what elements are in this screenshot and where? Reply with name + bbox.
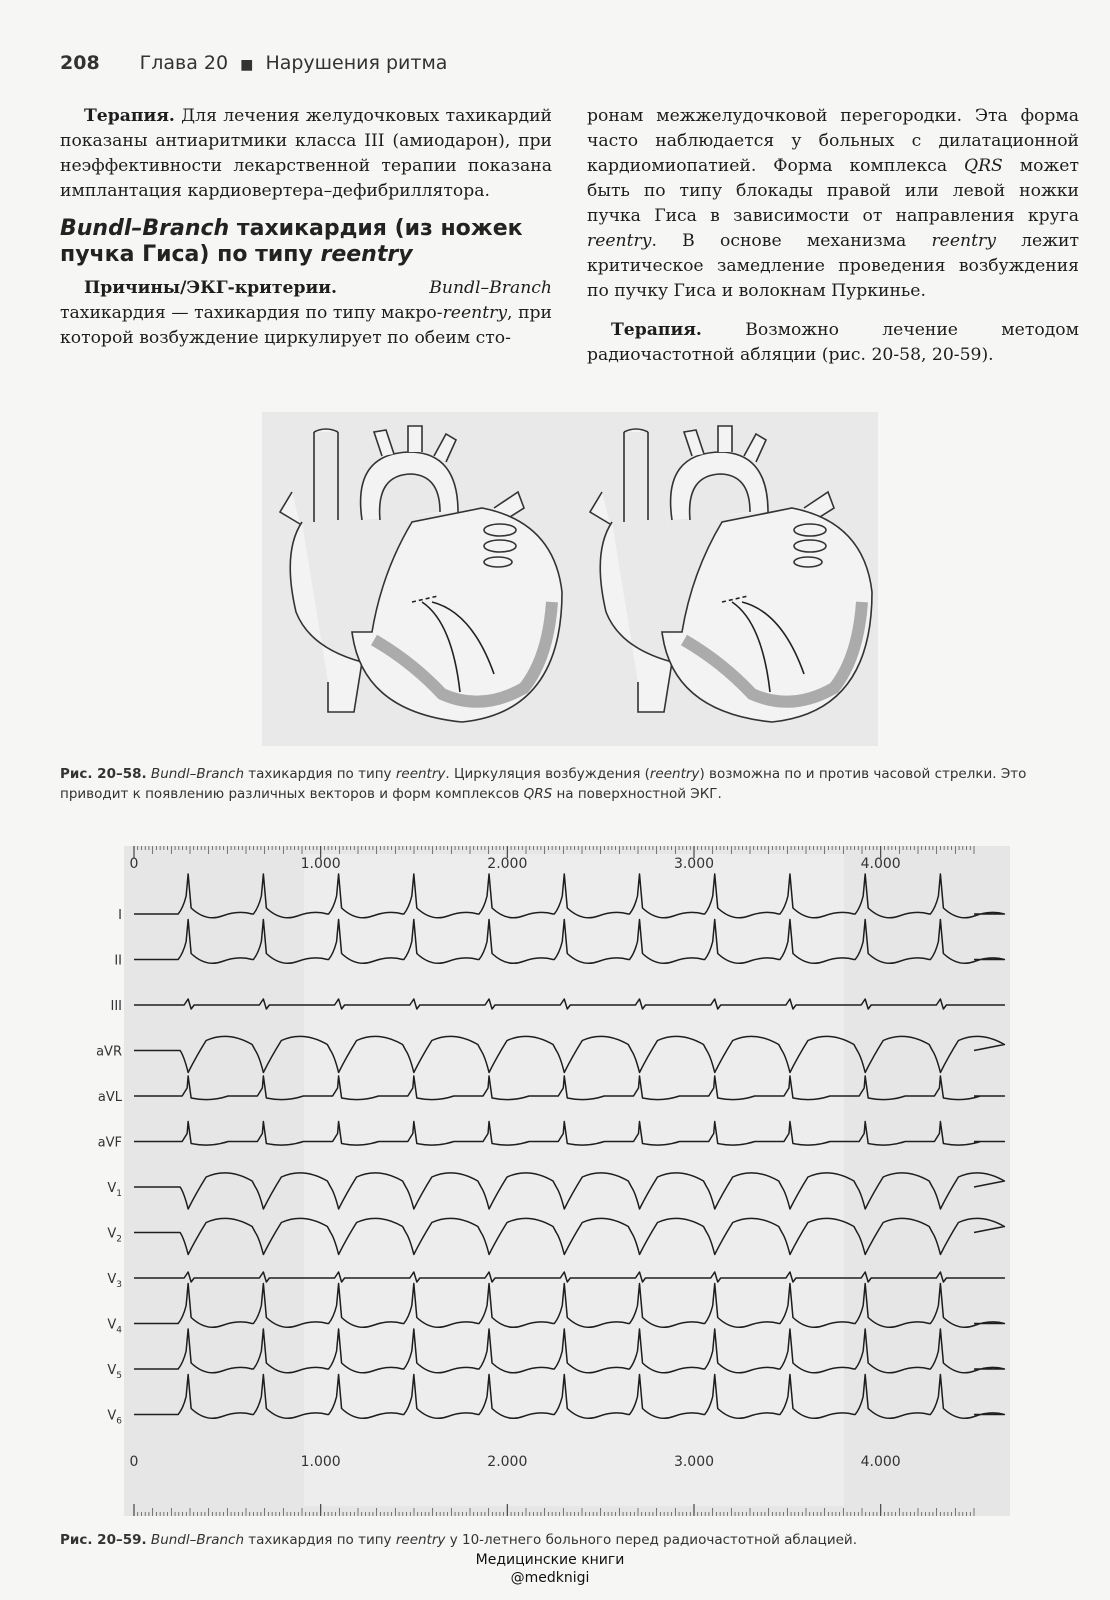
caption-label: Рис. 20–59. bbox=[60, 1532, 147, 1548]
causes-italic-bundl: Bundl–Branch bbox=[336, 278, 552, 298]
lead-label: aVL bbox=[97, 1090, 122, 1105]
caption-italic: reentry bbox=[649, 766, 700, 782]
x-tick-label: 3.000 bbox=[673, 1454, 715, 1470]
lead-label: II bbox=[114, 953, 122, 969]
lead-label: $V_6$ bbox=[107, 1408, 122, 1427]
therapy-text: Возможно лечение методом радиочастотной абляции (рис. 20-58, 20-59). bbox=[587, 320, 1079, 365]
figure-58-caption bbox=[60, 764, 1080, 804]
causes-paragraph bbox=[60, 276, 552, 351]
caption-label: Рис. 20–58. bbox=[60, 766, 147, 782]
caption-text: тахикардия по типу bbox=[244, 766, 396, 782]
x-tick-label: 3.000 bbox=[673, 856, 715, 872]
therapy-paragraph-left bbox=[60, 104, 552, 204]
figure-heart-diagrams bbox=[262, 412, 878, 746]
lead-label: $V_1$ bbox=[107, 1181, 122, 1199]
heading-text: тахикардия (из ножек пучка Гиса) по типу bbox=[60, 216, 523, 267]
lead-label: III bbox=[110, 999, 122, 1014]
lead-label: aVR bbox=[96, 1044, 122, 1060]
chapter-title: Нарушения ритма bbox=[265, 52, 448, 74]
continuation-paragraph bbox=[587, 104, 1079, 304]
causes-text-end: , при которой возбуждение циркулирует по обеим сто- bbox=[60, 303, 552, 348]
chapter-number: Глава 20 bbox=[139, 52, 229, 74]
heading-italic-bundl: Bundl–Branch bbox=[60, 216, 230, 241]
watermark bbox=[430, 1551, 670, 1587]
heading-italic-reentry: reentry bbox=[320, 242, 413, 267]
text-run: . В основе механизма bbox=[651, 231, 932, 251]
heart-diagrams-svg bbox=[262, 412, 878, 746]
caption-italic: Bundl–Branch bbox=[146, 1532, 244, 1548]
lead-label: $V_2$ bbox=[107, 1226, 122, 1245]
caption-text: тахикардия по типу bbox=[244, 1532, 396, 1548]
caption-italic: QRS bbox=[523, 786, 553, 802]
lead-label: I bbox=[118, 908, 122, 923]
caption-text: ) возможна по и против часовой стрелки. Это приводит к появлению различных векторов и форм комплексов bbox=[60, 766, 1027, 802]
therapy-text: Для лечения желудочковых тахикардий показаны антиаритмики класса III (амиодарон), при неэффективности лекарственной терапии показана имплантация кардиовертера–дефибриллятора. bbox=[60, 106, 552, 201]
therapy-lead: Терапия. bbox=[611, 320, 702, 340]
lead-label: $V_4$ bbox=[107, 1317, 122, 1336]
therapy-lead: Терапия. bbox=[84, 106, 175, 126]
caption-text: на поверхностной ЭКГ. bbox=[552, 786, 722, 802]
causes-italic-reentry: reentry bbox=[442, 303, 508, 323]
ecg-figure bbox=[96, 846, 1010, 1516]
x-tick-label: 2.000 bbox=[487, 1454, 528, 1470]
watermark-line1: Медицинские книги bbox=[475, 1552, 625, 1568]
watermark-line2: @medknigi bbox=[510, 1570, 590, 1586]
caption-italic: reentry bbox=[395, 766, 446, 782]
text-run: лежит критическое замедление проведения возбуждения по пучку Гиса и волокнам Пуркинье. bbox=[587, 231, 1079, 301]
text-run: может быть по типу блокады правой или левой ножки пучка Гиса в зависимости от направления круга bbox=[587, 156, 1079, 226]
caption-text: . Циркуляция возбуждения ( bbox=[445, 766, 650, 782]
text-run: ронам межжелудочковой перегородки. Эта форма часто наблюдается у больных с дилатационной кардиомиопатией. Форма комплекса bbox=[587, 106, 1079, 176]
heart-diagram-left bbox=[280, 426, 562, 722]
caption-italic: Bundl–Branch bbox=[146, 766, 244, 782]
lead-label: $V_5$ bbox=[107, 1363, 122, 1381]
x-tick-label: 1.000 bbox=[300, 856, 341, 872]
x-tick-label: 2.000 bbox=[487, 856, 528, 872]
caption-italic: reentry bbox=[395, 1532, 446, 1548]
x-tick-label: 0 bbox=[129, 1454, 139, 1470]
lead-label: aVF bbox=[97, 1135, 122, 1151]
section-heading bbox=[60, 216, 552, 268]
x-tick-label: 1.000 bbox=[300, 1454, 341, 1470]
caption-text: у 10-летнего больного перед радиочастотной аблацией. bbox=[445, 1532, 857, 1548]
x-tick-label: 4.000 bbox=[860, 856, 901, 872]
left-column bbox=[60, 104, 552, 351]
page-number: 208 bbox=[60, 52, 100, 74]
reentry-italic: reentry bbox=[931, 231, 996, 251]
lead-label: $V_3$ bbox=[107, 1272, 122, 1290]
causes-lead: Причины/ЭКГ-критерии. bbox=[84, 278, 337, 298]
x-tick-label: 4.000 bbox=[860, 1454, 901, 1470]
head-separator: ■ bbox=[240, 57, 254, 73]
qrs-italic: QRS bbox=[964, 156, 1003, 176]
right-column bbox=[587, 104, 1079, 368]
running-head bbox=[60, 52, 447, 74]
x-tick-label: 0 bbox=[129, 856, 139, 872]
causes-text: тахикардия — тахикардия по типу макро- bbox=[60, 303, 443, 323]
reentry-italic: reentry bbox=[587, 231, 652, 251]
ecg-svg bbox=[96, 846, 1010, 1516]
figure-59-caption bbox=[60, 1530, 1080, 1550]
therapy-paragraph-right bbox=[587, 318, 1079, 368]
heart-diagram-right bbox=[590, 426, 872, 722]
